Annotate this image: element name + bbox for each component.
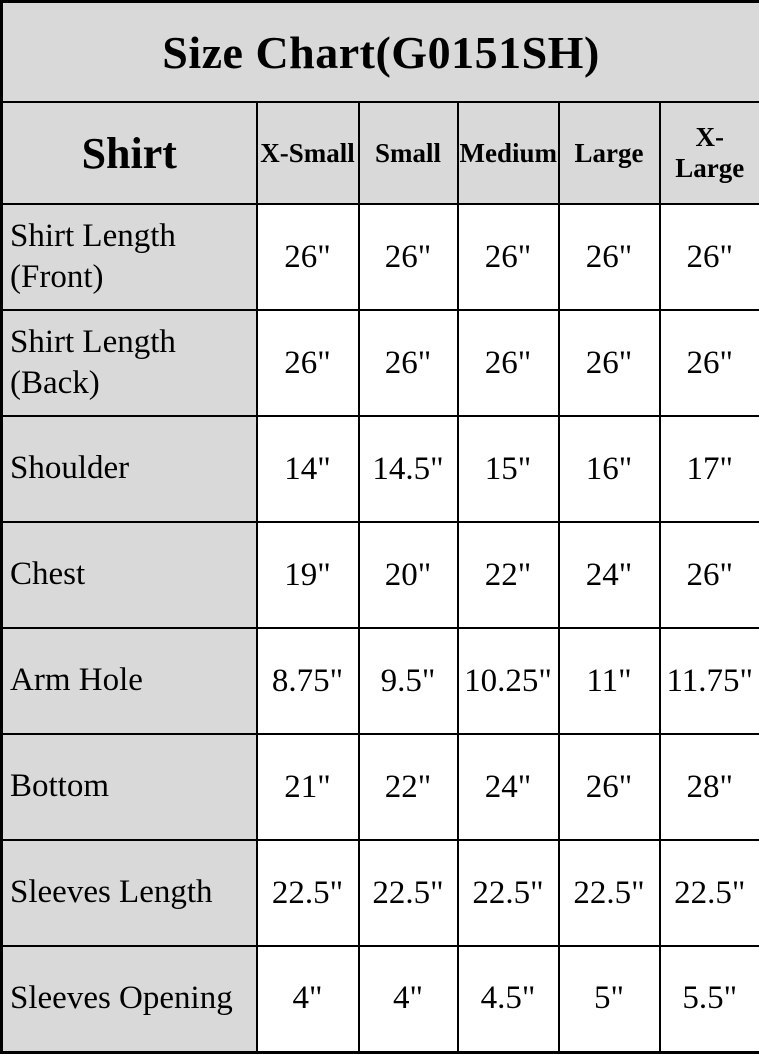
value-cell: 24": [559, 522, 660, 628]
value-cell: 22.5": [660, 840, 759, 946]
value-cell: 11": [559, 628, 660, 734]
value-cell: 4.5": [458, 946, 559, 1052]
value-cell: 26": [359, 310, 458, 416]
row-label: Shoulder: [2, 416, 257, 522]
value-cell: 14.5": [359, 416, 458, 522]
column-header: Medium: [458, 102, 559, 204]
value-cell: 24": [458, 734, 559, 840]
row-label: Shirt Length (Front): [2, 204, 257, 310]
value-cell: 19": [257, 522, 359, 628]
table-row: [2, 416, 759, 522]
value-cell: 22": [359, 734, 458, 840]
column-header: Small: [359, 102, 458, 204]
column-header: X-Large: [660, 102, 759, 204]
column-header: X-Small: [257, 102, 359, 204]
value-cell: 4": [257, 946, 359, 1052]
value-cell: 21": [257, 734, 359, 840]
value-cell: 26": [559, 204, 660, 310]
value-cell: 14": [257, 416, 359, 522]
value-cell: 17": [660, 416, 759, 522]
row-label: Sleeves Length: [2, 840, 257, 946]
row-label: Arm Hole: [2, 628, 257, 734]
value-cell: 26": [660, 310, 759, 416]
value-cell: 26": [660, 204, 759, 310]
value-cell: 10.25": [458, 628, 559, 734]
table-body: [2, 204, 759, 1052]
row-label: Bottom: [2, 734, 257, 840]
value-cell: 8.75": [257, 628, 359, 734]
value-cell: 22.5": [559, 840, 660, 946]
value-cell: 22": [458, 522, 559, 628]
value-cell: 26": [559, 734, 660, 840]
value-cell: 28": [660, 734, 759, 840]
table-row: [2, 204, 759, 310]
value-cell: 26": [359, 204, 458, 310]
value-cell: 15": [458, 416, 559, 522]
value-cell: 26": [458, 204, 559, 310]
row-label: Sleeves Opening: [2, 946, 257, 1052]
column-header: Large: [559, 102, 660, 204]
table-row: [2, 946, 759, 1052]
corner-label: Shirt: [2, 102, 257, 204]
value-cell: 26": [458, 310, 559, 416]
value-cell: 22.5": [257, 840, 359, 946]
chart-title: Size Chart(G0151SH): [2, 2, 759, 103]
table-row: [2, 734, 759, 840]
value-cell: 22.5": [359, 840, 458, 946]
table-row: [2, 310, 759, 416]
value-cell: 26": [660, 522, 759, 628]
title-row: [2, 2, 759, 103]
header-row: [2, 102, 759, 204]
table-row: [2, 522, 759, 628]
value-cell: 22.5": [458, 840, 559, 946]
value-cell: 20": [359, 522, 458, 628]
value-cell: 26": [257, 310, 359, 416]
value-cell: 26": [257, 204, 359, 310]
value-cell: 26": [559, 310, 660, 416]
value-cell: 4": [359, 946, 458, 1052]
value-cell: 9.5": [359, 628, 458, 734]
table-row: [2, 840, 759, 946]
row-label: Shirt Length (Back): [2, 310, 257, 416]
table-row: [2, 628, 759, 734]
value-cell: 5": [559, 946, 660, 1052]
value-cell: 16": [559, 416, 660, 522]
value-cell: 5.5": [660, 946, 759, 1052]
row-label: Chest: [2, 522, 257, 628]
value-cell: 11.75": [660, 628, 759, 734]
